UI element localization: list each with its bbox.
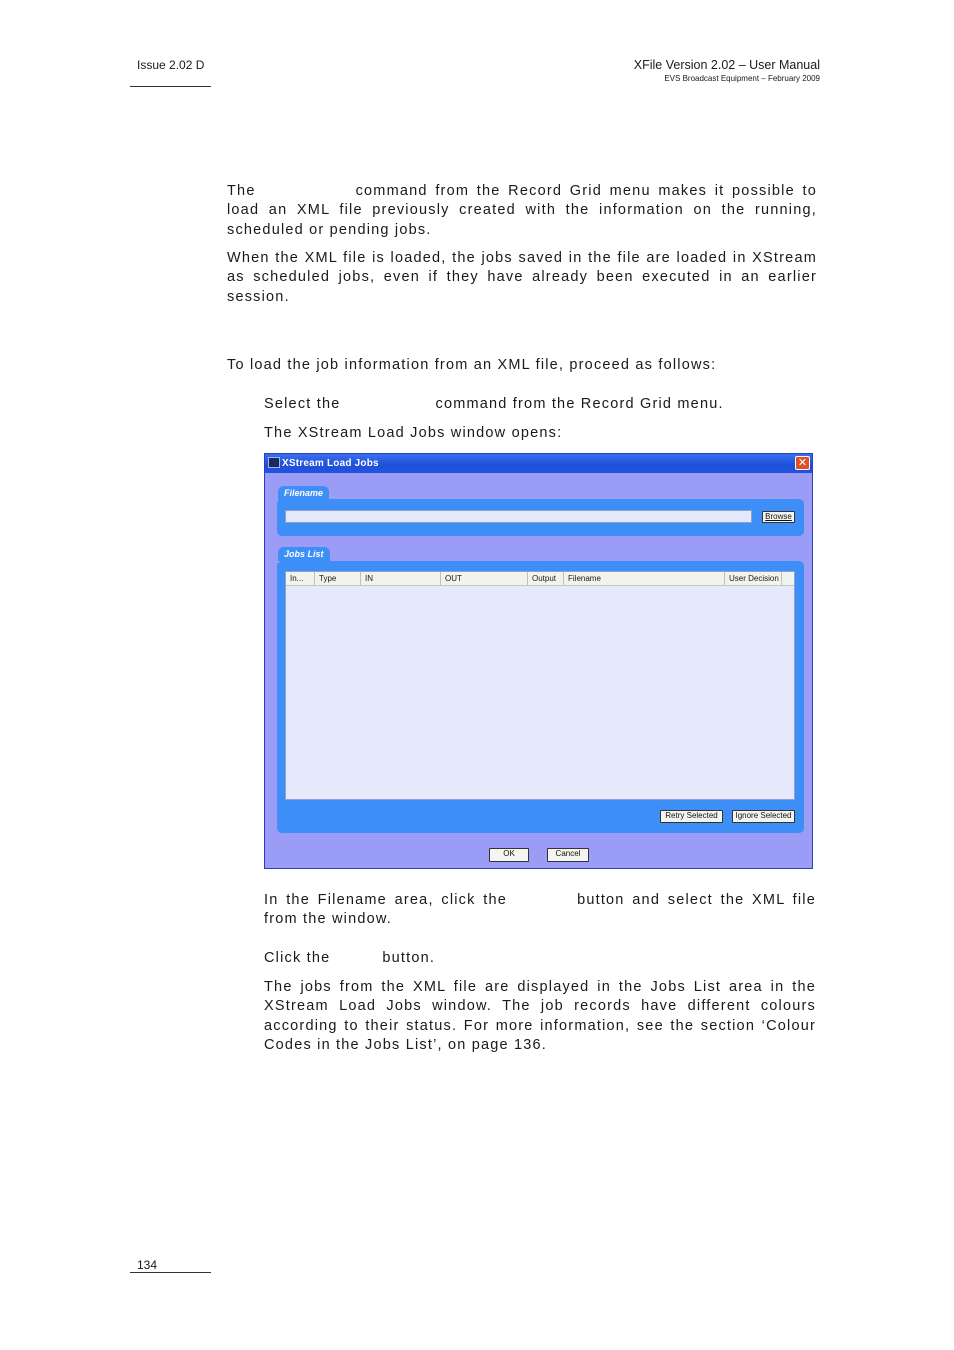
issue-label: Issue 2.02 D bbox=[137, 58, 205, 72]
filename-panel bbox=[277, 499, 804, 536]
step-1-lead: Select the bbox=[264, 396, 341, 412]
jobs-list-header bbox=[286, 572, 794, 586]
close-icon[interactable]: ✕ bbox=[795, 456, 810, 470]
footer-rule bbox=[130, 1272, 211, 1273]
column-header-output[interactable]: Output bbox=[528, 572, 564, 585]
step-3 bbox=[264, 949, 816, 968]
column-header-out[interactable]: OUT bbox=[441, 572, 528, 585]
intro-paragraph bbox=[227, 182, 817, 240]
jobs-list-tab: Jobs List bbox=[278, 547, 330, 561]
ok-button[interactable]: OK bbox=[489, 848, 529, 862]
app-icon bbox=[268, 457, 280, 468]
cancel-button[interactable]: Cancel bbox=[547, 848, 589, 862]
step-3-body: button. bbox=[382, 950, 436, 966]
xml-load-paragraph: When the XML file is loaded, the jobs saved in the file are loaded in XStream as scheduled jobs, even if they have already been executed in an earlier session. bbox=[227, 250, 817, 305]
column-header-type[interactable]: Type bbox=[315, 572, 361, 585]
step-1-body: command from the Record Grid menu. bbox=[435, 396, 724, 412]
column-header-filename[interactable]: Filename bbox=[564, 572, 725, 585]
step-1 bbox=[264, 395, 817, 414]
procedure-intro: To load the job information from an XML file, proceed as follows: bbox=[227, 357, 717, 373]
header-rule bbox=[130, 86, 211, 87]
intro-body: command from the Record Grid menu makes it possible to load an XML file previously created with the information on the running, scheduled or pending jobs. bbox=[227, 183, 817, 238]
browse-button[interactable]: Browse bbox=[762, 511, 795, 523]
step-2-body: button and select the XML file from the window. bbox=[264, 892, 816, 928]
intro-lead: The bbox=[227, 183, 256, 199]
window-title: XStream Load Jobs bbox=[282, 458, 379, 469]
manual-subtitle: EVS Broadcast Equipment – February 2009 bbox=[664, 74, 820, 83]
step-2-lead: In the Filename area, click the bbox=[264, 892, 508, 908]
step-3-result: The jobs from the XML file are displayed in the Jobs List area in the XStream Load Jobs window. The job records have different colours according to their status. For more information, see the section ‘Colour Codes in the Jobs List’, on page 136. bbox=[264, 979, 816, 1054]
jobs-list-table[interactable] bbox=[285, 571, 795, 800]
step-3-lead: Click the bbox=[264, 950, 331, 966]
jobs-list-panel bbox=[277, 561, 804, 833]
manual-title: XFile Version 2.02 – User Manual bbox=[633, 58, 820, 72]
ignore-selected-button[interactable]: Ignore Selected bbox=[732, 810, 795, 823]
filename-input[interactable] bbox=[285, 510, 752, 523]
step-1-result: The XStream Load Jobs window opens: bbox=[264, 425, 563, 441]
filename-tab: Filename bbox=[278, 486, 329, 500]
window-titlebar bbox=[265, 454, 812, 473]
retry-selected-button[interactable]: Retry Selected bbox=[660, 810, 723, 823]
step-2 bbox=[264, 891, 816, 930]
column-header-user-decision[interactable]: User Decision bbox=[725, 572, 782, 585]
column-header-index[interactable]: In... bbox=[286, 572, 315, 585]
xstream-load-jobs-window bbox=[264, 453, 813, 869]
page-number: 134 bbox=[137, 1258, 158, 1272]
column-header-in[interactable]: IN bbox=[361, 572, 441, 585]
